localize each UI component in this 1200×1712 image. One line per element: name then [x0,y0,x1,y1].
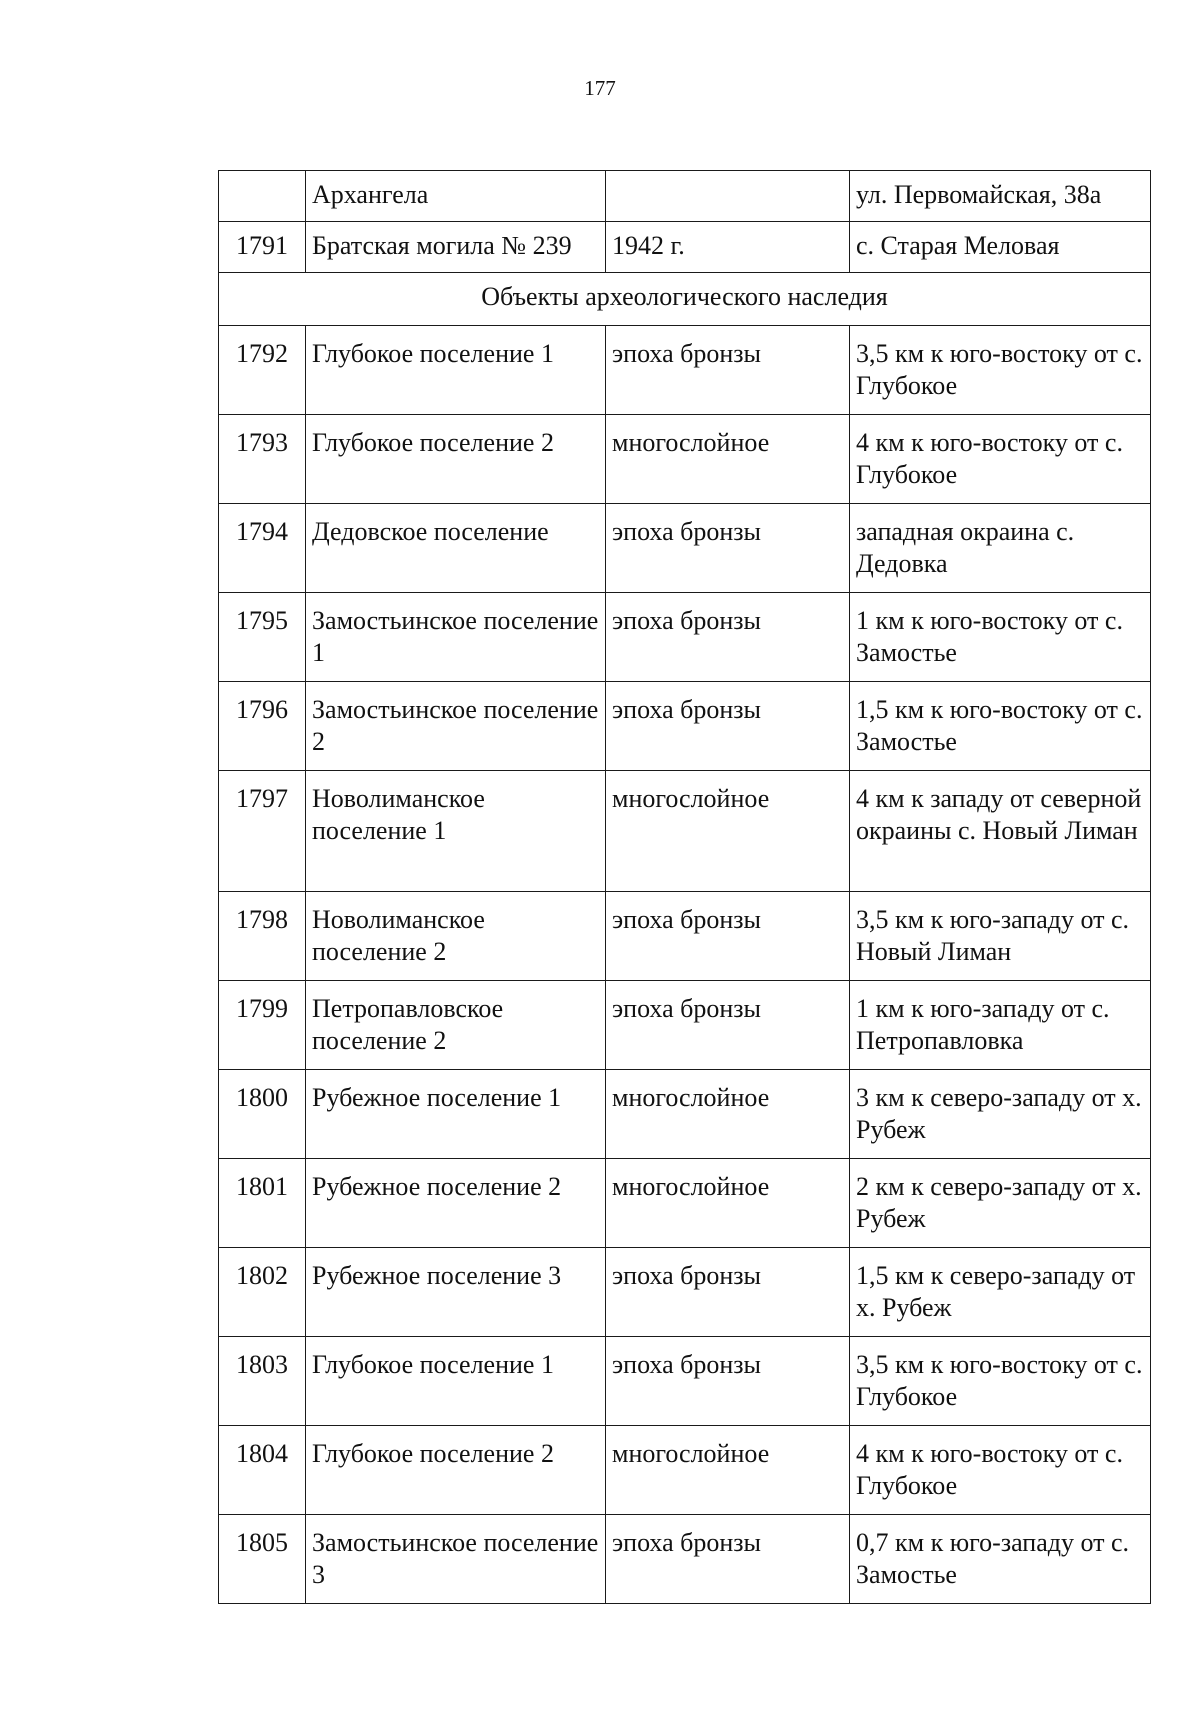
row-number-cell: 1793 [219,415,306,504]
object-name-cell: Глубокое поселение 1 [306,1337,606,1426]
row-number-cell: 1796 [219,682,306,771]
heritage-objects-table [218,170,1151,1604]
object-date-cell: эпоха бронзы [606,1515,850,1604]
page-number: 177 [584,76,616,100]
row-number-cell: 1795 [219,593,306,682]
table-row [219,981,1151,1070]
object-address-cell: 1,5 км к юго-востоку от с. Замостье [850,682,1151,771]
row-number-cell: 1802 [219,1248,306,1337]
archaeology-rows [219,326,1151,1604]
row-number-cell [219,171,306,222]
object-name-cell: Новолиманское поселение 1 [306,771,606,892]
object-date-cell: эпоха бронзы [606,504,850,593]
object-name-cell: Братская могила № 239 [306,222,606,273]
row-number-cell: 1803 [219,1337,306,1426]
object-date-cell: многослойное [606,1070,850,1159]
table-row [219,1070,1151,1159]
row-number-cell: 1791 [219,222,306,273]
table-row [219,892,1151,981]
object-date-cell: эпоха бронзы [606,326,850,415]
object-address-cell: 3,5 км к юго-западу от с. Новый Лиман [850,892,1151,981]
table-row [219,415,1151,504]
object-date-cell: эпоха бронзы [606,981,850,1070]
object-name-cell: Рубежное поселение 2 [306,1159,606,1248]
object-name-cell: Замостьинское поселение 2 [306,682,606,771]
object-address-cell: 4 км к юго-востоку от с. Глубокое [850,1426,1151,1515]
object-date-cell: многослойное [606,771,850,892]
table-row [219,1515,1151,1604]
object-address-cell: 2 км к северо-западу от х. Рубеж [850,1159,1151,1248]
row-number-cell: 1798 [219,892,306,981]
row-number-cell: 1794 [219,504,306,593]
object-date-cell: многослойное [606,1159,850,1248]
object-name-cell: Архангела [306,171,606,222]
object-address-cell: ул. Первомайская, 38а [850,171,1151,222]
object-name-cell: Новолиманское поселение 2 [306,892,606,981]
row-number-cell: 1792 [219,326,306,415]
object-name-cell: Замостьинское поселение 1 [306,593,606,682]
row-number-cell: 1797 [219,771,306,892]
object-address-cell: 1 км к юго-западу от с. Петропавловка [850,981,1151,1070]
object-address-cell: 3,5 км к юго-востоку от с. Глубокое [850,1337,1151,1426]
row-number-cell: 1801 [219,1159,306,1248]
table-row [219,1426,1151,1515]
table-row [219,593,1151,682]
object-date-cell: многослойное [606,1426,850,1515]
table-row [219,504,1151,593]
object-date-cell: эпоха бронзы [606,1337,850,1426]
object-address-cell: 1,5 км к северо-западу от х. Рубеж [850,1248,1151,1337]
object-address-cell: 1 км к юго-востоку от с. Замостье [850,593,1151,682]
object-address-cell: 3 км к северо-западу от х. Рубеж [850,1070,1151,1159]
object-date-cell: эпоха бронзы [606,682,850,771]
object-date-cell [606,171,850,222]
object-address-cell: западная окраина с. Дедовка [850,504,1151,593]
object-address-cell: 0,7 км к юго-западу от с. Замостье [850,1515,1151,1604]
object-name-cell: Замостьинское поселение 3 [306,1515,606,1604]
object-date-cell: многослойное [606,415,850,504]
object-name-cell: Дедовское поселение [306,504,606,593]
object-name-cell: Глубокое поселение 1 [306,326,606,415]
table-row [219,1248,1151,1337]
object-name-cell: Рубежное поселение 1 [306,1070,606,1159]
table-row [219,682,1151,771]
object-name-cell: Глубокое поселение 2 [306,1426,606,1515]
row-number-cell: 1805 [219,1515,306,1604]
table-body [219,171,1151,326]
row-number-cell: 1799 [219,981,306,1070]
object-date-cell: эпоха бронзы [606,892,850,981]
object-date-cell: эпоха бронзы [606,1248,850,1337]
object-date-cell: 1942 г. [606,222,850,273]
section-title: Объекты археологического наследия [219,273,1151,326]
object-address-cell: с. Старая Меловая [850,222,1151,273]
object-date-cell: эпоха бронзы [606,593,850,682]
table-row [219,1159,1151,1248]
table-row [219,171,1151,222]
object-address-cell: 4 км к юго-востоку от с. Глубокое [850,415,1151,504]
row-number-cell: 1804 [219,1426,306,1515]
table-row [219,1337,1151,1426]
row-number-cell: 1800 [219,1070,306,1159]
object-name-cell: Рубежное поселение 3 [306,1248,606,1337]
object-address-cell: 3,5 км к юго-востоку от с. Глубокое [850,326,1151,415]
section-header-row [219,273,1151,326]
object-name-cell: Петропавловское поселение 2 [306,981,606,1070]
table-row [219,222,1151,273]
table-row [219,326,1151,415]
object-name-cell: Глубокое поселение 2 [306,415,606,504]
table-row [219,771,1151,892]
object-address-cell: 4 км к западу от северной окраины с. Новый Лиман [850,771,1151,892]
